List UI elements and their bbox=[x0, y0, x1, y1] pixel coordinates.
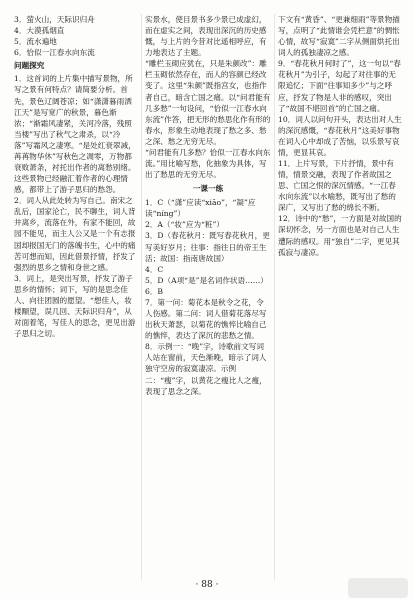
watermark-logo bbox=[348, 578, 408, 598]
paragraph: “雕栏玉砌应犹在，只是朱颜改”：雕栏玉砌依然存在，而人的容颜已经改变了。这里“朱颜”既指宫女，也指作者自己，暗含亡国之痛。以“问君能有几多愁”一句设问，“恰似一江春水向东流”作答，把无形的愁思化作有形的春水，形象生动地表现了愁之多、愁之深、愁之无穷无尽。 bbox=[145, 59, 271, 146]
answer-item: 2．A（“妆”应为“粧”） bbox=[145, 220, 224, 230]
paragraph: 2．词人从此处转为写自己。南宋之乱后，国家沦亡，民不聊生，词人背井离乡，流落在外，有家不能回，故园不能见，而主人公又是一个有志报国却报国无门的落魄书生，心中的痛苦可想而知，因此借景抒情，抒发了强烈的思乡之情和身世之感。 bbox=[14, 196, 136, 272]
column-divider bbox=[141, 14, 142, 580]
paragraph: 6．恰似一江春水向东流 bbox=[14, 48, 95, 58]
answer-item: 9．“春花秋月何时了”，这一句以“春花秋月”为引子，勾起了对往事的无限追忆；下面“往事知多少”与之呼应，抒发了物是人非的感叹，突出了“故国不堪回首”的亡国之痛。 bbox=[278, 59, 401, 113]
answer-item: 6．B bbox=[145, 286, 164, 296]
section-heading: 一课一练 bbox=[192, 184, 224, 194]
answer-item: 4．C bbox=[145, 264, 164, 274]
paragraph: 实景水，使目景书多少景已成虚幻，而在虚实之间，表现出深沉的历史感慨，与上片的今昔对比遥相呼应，有力地表达了主题。 bbox=[145, 15, 267, 58]
answer-item: 3．D（春花秋月：既写春花秋月，更写美好岁月；往事：指往日的帝王生活；故国：指南唐故国） bbox=[145, 231, 270, 263]
paragraph: 4．大漠孤烟直 bbox=[14, 26, 65, 36]
text-column-left bbox=[14, 14, 138, 580]
paragraph: 3．萤火山，天际识归舟 bbox=[14, 15, 95, 24]
paragraph: 下文有“黄昏”、“更兼细雨”等景物描写，点明了“此情谁会凭栏意”的惆怅心情，故写“寂寞”二字从侧面烘托出词人的孤独凄凉之感。 bbox=[278, 15, 400, 58]
text-column-middle bbox=[145, 14, 271, 580]
page-number: · 88 · bbox=[195, 580, 219, 590]
text-column-right bbox=[278, 14, 402, 580]
paragraph: 3．词上，是突出写景，抒发了游子思乡的情怀；词下，写的是思念佳人、向往团圆的愿望。“想佳人，妆楼颙望，误几回、天际识归舟”，从对面着笔，写佳人的思念，更见出游子思归之切。 bbox=[14, 273, 136, 339]
answer-item: 10．词人以问句开头，表达出对人生的深沉感慨，“春花秋月”这美好事物在词人心中却成了苦恼，以乐景写哀情，更显其哀。 bbox=[278, 114, 402, 157]
paragraph: 1．这首词的上片集中描写景物，所写之景有何特点？请简要分析。首先，景色辽阔苍凉；如“潇潇暮雨洒江天”是写宽广的秋景，暮色渐浓；“渐霜风凄紧，关河冷落，残照当楼”写出了秋气之肃杀，以“冷落”写霜风之凄寒。“是处红衰翠减，苒苒物华休”写秋色之凋零，万物都衰败萧条，衬托出作者的离愁别绪。这些景物已经融汇着作者的心理情感，都带上了游子思归的愁怨。 bbox=[14, 74, 136, 195]
answer-item: 11．上片写景，下片抒情，景中有情，情景交融，表现了作者故国之思、亡国之恨的深沉情感。“一江春水向东流”以水喻愁，既写出了愁的深广，又写出了愁的绵长不断。 bbox=[278, 159, 396, 213]
section-heading: 问题探究 bbox=[14, 61, 45, 71]
answer-item: 8．示例一：“晚”字，诗歌前文写词人站在窗前，天色渐晚，暗示了词人独守空房的寂寞凄凉。示例二：“瘦”字，以黄花之瘦比人之瘦，表现了思念之深。 bbox=[145, 342, 267, 396]
paragraph: 5．流水遍地 bbox=[14, 37, 57, 47]
column-divider bbox=[274, 14, 275, 580]
answer-item: 1．C（“潇”应读“xiāo”，“凝”应读“níng”） bbox=[145, 198, 256, 219]
answer-item: 12．诗中的“愁”，一方面是对故国的深切怀念，另一方面也是对自己人生遭际的感叹。用“独自”二字，更见其孤寂与凄凉。 bbox=[278, 214, 402, 257]
paragraph: “问君能有几多愁？恰似一江春水向东流。”用比喻写愁，化抽象为具体，写出了愁思的无穷无尽。 bbox=[145, 147, 271, 180]
answer-item: 5．D（A项“是”是名词作状语……） bbox=[145, 275, 268, 285]
answer-item: 7．第一问：菊花本是秋令之花，令人伤感。第二问：词人借菊花落尽写出秋天萧瑟，以菊花的憔悴比喻自己的憔悴，表达了深沉的悲愁之情。 bbox=[145, 297, 267, 341]
